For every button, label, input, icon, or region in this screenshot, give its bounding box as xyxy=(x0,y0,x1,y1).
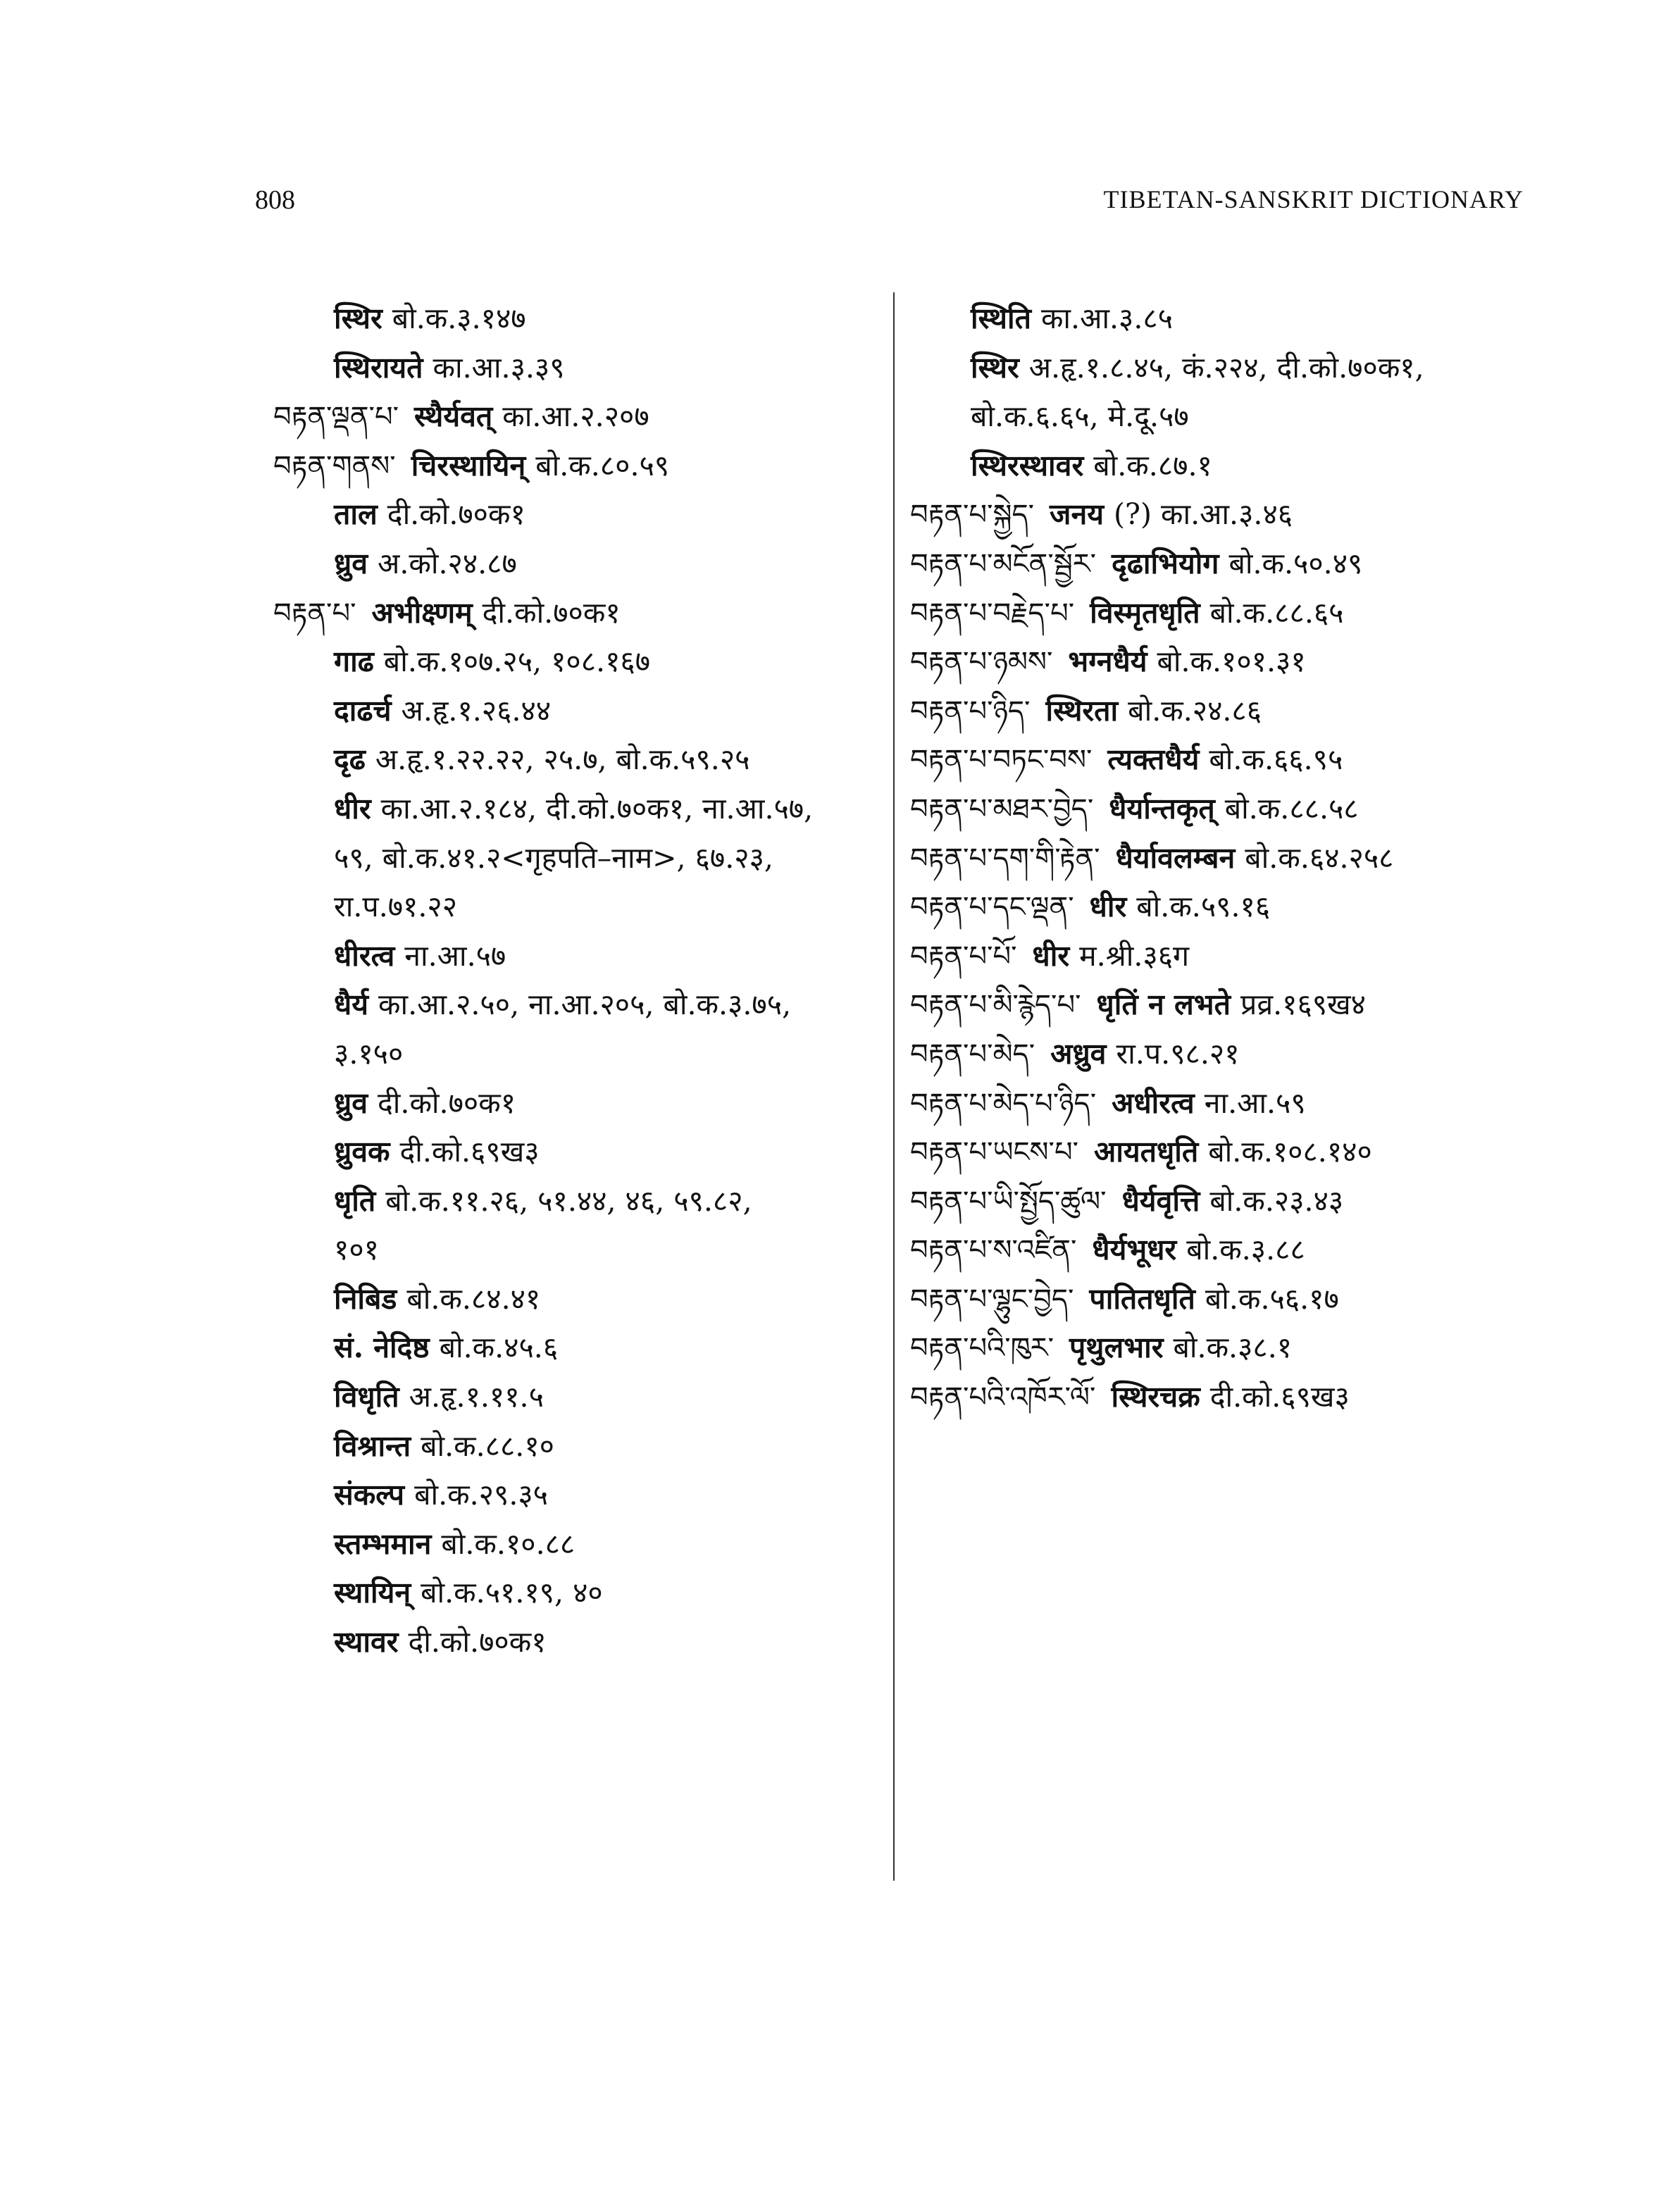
entry-headword-line xyxy=(273,442,886,491)
entry-sense-line xyxy=(273,294,886,344)
sanskrit-equivalent: संकल्प xyxy=(334,1478,405,1512)
entry-headword-line xyxy=(910,785,1544,834)
tibetan-term: བརྟན་པ་མངོན་སྦྱོར་ xyxy=(910,547,1097,580)
tibetan-term: བརྟན་པ་ xyxy=(273,597,356,630)
tibetan-term: བརྟན་པ་མེད་པ་ཉིད་ xyxy=(910,1087,1097,1120)
entry-sense-line xyxy=(273,1569,886,1618)
entry-continuation-line xyxy=(273,883,886,932)
source-reference: दी.को.६९ख३ xyxy=(1209,1380,1350,1414)
source-reference: बो.क.८४.४१ xyxy=(406,1281,541,1316)
sanskrit-equivalent: ताल xyxy=(334,497,378,532)
source-reference: दी.को.७०क१ xyxy=(387,497,525,532)
entry-headword-line xyxy=(273,589,886,638)
sanskrit-equivalent: स्थिति xyxy=(971,301,1031,335)
sanskrit-equivalent: धीर xyxy=(1089,890,1127,924)
source-reference: प्रव्र.१६९ख४ xyxy=(1240,988,1366,1022)
sanskrit-equivalent: स्तम्भमान xyxy=(334,1526,432,1561)
sanskrit-equivalent: दृढ xyxy=(334,742,366,777)
source-reference: बो.क.८८.१० xyxy=(421,1428,554,1463)
tibetan-term: བརྟན་པའི་ཁུར་ xyxy=(910,1332,1054,1365)
entry-sense-line xyxy=(273,1520,886,1569)
source-reference: बो.क.५०.४९ xyxy=(1228,546,1363,580)
sanskrit-equivalent: धृतिं न लभते xyxy=(1096,988,1231,1022)
source-reference: ३.१५० xyxy=(334,1036,404,1071)
entry-headword-line xyxy=(910,540,1544,589)
sanskrit-equivalent: त्यक्तधैर्य xyxy=(1107,742,1200,777)
entry-headword-line xyxy=(910,834,1544,883)
entry-headword-line xyxy=(910,1030,1544,1079)
sanskrit-equivalent: धैर्यवृत्ति xyxy=(1121,1183,1200,1218)
source-reference: बो.क.६.६५, मे.दू.५७ xyxy=(971,399,1189,434)
source-reference: का.आ.२.२०७ xyxy=(502,399,649,434)
sanskrit-equivalent: स्थिर xyxy=(334,301,382,335)
tibetan-term: བརྟན་པ་ཉམས་ xyxy=(910,646,1053,679)
entry-headword-line xyxy=(910,1373,1544,1422)
sanskrit-equivalent: स्थावर xyxy=(334,1625,399,1660)
entry-headword-line xyxy=(910,932,1544,981)
source-reference: बो.क.१०१.३१ xyxy=(1157,645,1306,679)
source-reference: ना.आ.५९ xyxy=(1204,1085,1306,1120)
sanskrit-equivalent: स्थिर xyxy=(971,350,1019,385)
sanskrit-equivalent: पातितधृति xyxy=(1089,1281,1195,1316)
page-number: 808 xyxy=(255,185,295,215)
entry-sense-line xyxy=(273,1275,886,1324)
sanskrit-equivalent: विस्मृतधृति xyxy=(1090,595,1200,630)
entry-sense-line xyxy=(273,1079,886,1128)
entry-sense-line xyxy=(273,785,886,834)
sanskrit-equivalent: धैर्यान्तकृत् xyxy=(1109,791,1215,826)
sanskrit-equivalent: ध्रुव xyxy=(334,1085,368,1120)
entry-headword-line xyxy=(910,980,1544,1030)
sanskrit-equivalent: स्थैर्यवत् xyxy=(414,399,493,434)
tibetan-term: བརྟན་པ་མཐར་བྱེད་ xyxy=(910,792,1094,826)
entry-headword-line xyxy=(910,735,1544,785)
sanskrit-equivalent: स्थिरता xyxy=(1045,693,1119,728)
tibetan-term: བརྟན་པ་ཡི་སྤྱོད་ཚུལ་ xyxy=(910,1185,1107,1218)
entry-headword-line xyxy=(910,637,1544,687)
source-reference: ५९, बो.क.४१.२<गृहपति–नाम>, ६७.२३, xyxy=(334,840,773,875)
tibetan-term: བརྟན་པ་པོ་ xyxy=(910,940,1017,973)
sanskrit-equivalent: दृढाभियोग xyxy=(1112,546,1219,580)
source-reference: अ.को.२४.८७ xyxy=(378,546,517,580)
entry-sense-line xyxy=(273,1422,886,1471)
sanskrit-equivalent: चिरस्थायिन् xyxy=(411,448,526,482)
entry-sense-line xyxy=(273,980,886,1030)
sanskrit-equivalent: धीर xyxy=(334,791,371,826)
sanskrit-equivalent: दाढर्च xyxy=(334,693,392,728)
entry-headword-line xyxy=(910,1177,1544,1226)
entry-headword-line xyxy=(910,1324,1544,1373)
source-reference: दी.को.७०क१ xyxy=(378,1085,516,1120)
source-reference: बो.क.२४.८६ xyxy=(1128,693,1262,728)
tibetan-term: བརྟན་པ་དང་ལྡན་ xyxy=(910,891,1074,924)
source-reference: अ.हृ.१.२२.२२, २५.७, बो.क.५९.२५ xyxy=(375,742,750,777)
entry-sense-line xyxy=(273,344,886,393)
tibetan-term: བརྟན་པ་བརྗེད་པ་ xyxy=(910,597,1075,630)
entry-continuation-line xyxy=(273,1226,886,1275)
tibetan-term: བརྟན་པ་ས་འཛིན་ xyxy=(910,1234,1077,1267)
entry-sense-line xyxy=(273,1324,886,1373)
entry-sense-line xyxy=(273,1128,886,1177)
sanskrit-equivalent: निबिड xyxy=(334,1281,397,1316)
tibetan-term: བརྟན་གནས་ xyxy=(273,449,396,482)
sanskrit-equivalent: अध्रुव xyxy=(1050,1036,1107,1071)
sanskrit-equivalent: धीर xyxy=(1032,938,1070,973)
entry-sense-line xyxy=(273,637,886,687)
sanskrit-equivalent: धृति xyxy=(334,1183,376,1218)
sanskrit-equivalent: सं. नेदिष्ठ xyxy=(334,1331,430,1365)
entry-headword-line xyxy=(273,392,886,442)
sanskrit-equivalent: स्थायिन् xyxy=(334,1576,411,1610)
tibetan-term: བརྟན་པ་མེད་ xyxy=(910,1038,1035,1071)
source-reference: बो.क.६६.९५ xyxy=(1209,742,1343,777)
entry-headword-line xyxy=(910,1275,1544,1324)
tibetan-term: བརྟན་པའི་འཁོར་ལོ་ xyxy=(910,1381,1096,1414)
sanskrit-equivalent: ध्रुवक xyxy=(334,1135,390,1169)
source-reference: रा.प.९८.२१ xyxy=(1116,1036,1240,1071)
source-reference: बो.क.१०.८८ xyxy=(441,1526,575,1561)
entry-sense-line xyxy=(273,735,886,785)
source-reference: दी.को.७०क१ xyxy=(482,595,621,630)
source-reference: का.आ.२.१८४, दी.को.७०क१, ना.आ.५७, xyxy=(380,791,814,826)
sanskrit-equivalent: विधृति xyxy=(334,1380,399,1414)
source-reference: दी.को.६९ख३ xyxy=(399,1135,540,1169)
source-reference: बो.क.३८.१ xyxy=(1173,1331,1293,1365)
source-reference: बो.क.११.२६, ५१.४४, ४६, ५९.८२, xyxy=(385,1183,752,1218)
tibetan-term: བརྟན་པ་དག་གི་རྟེན་ xyxy=(910,842,1100,875)
source-reference: अ.हृ.१.२६.४४ xyxy=(401,693,552,728)
sanskrit-equivalent: स्थिरायते xyxy=(334,350,423,385)
entry-sense-line xyxy=(910,344,1544,393)
entry-sense-line xyxy=(273,1618,886,1667)
entry-continuation-line xyxy=(273,834,886,883)
source-reference: अ.हृ.१.११.५ xyxy=(409,1380,544,1414)
source-reference: बो.क.३.१४७ xyxy=(392,301,526,335)
source-reference: १०१ xyxy=(334,1233,379,1267)
entry-headword-line xyxy=(910,1128,1544,1177)
source-reference: का.आ.३.३९ xyxy=(433,350,565,385)
source-reference: ना.आ.५७ xyxy=(404,938,506,973)
entry-continuation-line xyxy=(273,1030,886,1079)
running-head: TIBETAN-SANSKRIT DICTIONARY xyxy=(1103,185,1524,213)
source-reference: म.श्री.३६ग xyxy=(1079,938,1190,973)
tibetan-term: བརྟན་པ་བཏང་བས་ xyxy=(910,744,1093,777)
source-reference: बो.क.६४.२५८ xyxy=(1245,840,1394,875)
source-reference: का.आ.३.८५ xyxy=(1040,301,1174,335)
source-reference: बो.क.८८.५८ xyxy=(1224,791,1359,826)
tibetan-term: བརྟན་པ་ཡངས་པ་ xyxy=(910,1136,1078,1169)
sanskrit-equivalent: अभीक्ष्णम् xyxy=(371,595,473,630)
entry-headword-line xyxy=(910,589,1544,638)
sanskrit-equivalent: भग्नधैर्य xyxy=(1068,645,1147,679)
entry-continuation-line xyxy=(910,392,1544,442)
source-reference: बो.क.३.८८ xyxy=(1186,1233,1305,1267)
entry-sense-line xyxy=(910,442,1544,491)
right-column xyxy=(910,294,1544,1422)
tibetan-term: བརྟན་པ་སྐྱེད་ xyxy=(910,499,1035,532)
source-reference: बो.क.८७.१ xyxy=(1093,448,1212,482)
entry-headword-line xyxy=(910,687,1544,736)
source-reference: बो.क.५९.१६ xyxy=(1136,890,1271,924)
entry-sense-line xyxy=(273,540,886,589)
entry-sense-line xyxy=(273,1177,886,1226)
sanskrit-equivalent: धैर्यावलम्बन xyxy=(1115,840,1236,875)
tibetan-term: བརྟན་པ་ལྷུང་བྱེད་ xyxy=(910,1283,1074,1316)
tibetan-term: བརྟན་པ་མི་རྙེད་པ་ xyxy=(910,989,1081,1022)
tibetan-term: བརྟན་པ་ཉིད་ xyxy=(910,695,1031,728)
left-column xyxy=(273,294,886,1667)
source-reference: बो.क.२९.३५ xyxy=(414,1478,548,1512)
entry-sense-line xyxy=(273,932,886,981)
entry-sense-line xyxy=(910,294,1544,344)
entry-headword-line xyxy=(910,490,1544,540)
sanskrit-equivalent: धैर्य xyxy=(334,988,368,1022)
tibetan-term: བརྟན་ལྡན་པ་ xyxy=(273,401,399,434)
source-reference: बो.क.१०८.१४० xyxy=(1208,1135,1372,1169)
sanskrit-equivalent: पृथुलभार xyxy=(1069,1331,1164,1365)
sanskrit-equivalent: अधीरत्व xyxy=(1112,1085,1195,1120)
sanskrit-equivalent: धीरत्व xyxy=(334,938,395,973)
column-divider xyxy=(893,292,895,1881)
entry-sense-line xyxy=(273,1471,886,1520)
source-reference: अ.हृ.१.८.४५, कं.२२४, दी.को.७०क१, xyxy=(1028,350,1424,385)
sanskrit-equivalent: ध्रुव xyxy=(334,546,368,580)
sanskrit-equivalent: विश्रान्त xyxy=(334,1428,411,1463)
sanskrit-equivalent: आयतधृति xyxy=(1094,1135,1199,1169)
source-reference: बो.क.८०.५९ xyxy=(535,448,670,482)
sanskrit-equivalent: गाढ xyxy=(334,645,374,679)
source-reference: बो.क.८८.६५ xyxy=(1209,595,1344,630)
entry-headword-line xyxy=(910,1079,1544,1128)
source-reference: बो.क.४५.६ xyxy=(439,1331,559,1365)
sanskrit-equivalent: स्थिरस्थावर xyxy=(971,448,1084,482)
source-reference: (?) का.आ.३.४६ xyxy=(1114,497,1293,532)
source-reference: बो.क.२३.४३ xyxy=(1209,1183,1344,1218)
sanskrit-equivalent: धैर्यभूधर xyxy=(1092,1233,1177,1267)
source-reference: दी.को.७०क१ xyxy=(408,1625,547,1660)
entry-headword-line xyxy=(910,1226,1544,1275)
source-reference: रा.प.७१.२२ xyxy=(334,890,458,924)
source-reference: बो.क.५६.१७ xyxy=(1205,1281,1339,1316)
entry-sense-line xyxy=(273,1373,886,1422)
sanskrit-equivalent: स्थिरचक्र xyxy=(1111,1380,1200,1414)
entry-sense-line xyxy=(273,687,886,736)
entry-headword-line xyxy=(910,883,1544,932)
source-reference: का.आ.२.५०, ना.आ.२०५, बो.क.३.७५, xyxy=(378,988,792,1022)
source-reference: बो.क.५१.१९, ४० xyxy=(421,1576,603,1610)
entry-sense-line xyxy=(273,490,886,540)
sanskrit-equivalent: जनय xyxy=(1050,497,1105,532)
source-reference: बो.क.१०७.२५, १०८.१६७ xyxy=(383,645,651,679)
